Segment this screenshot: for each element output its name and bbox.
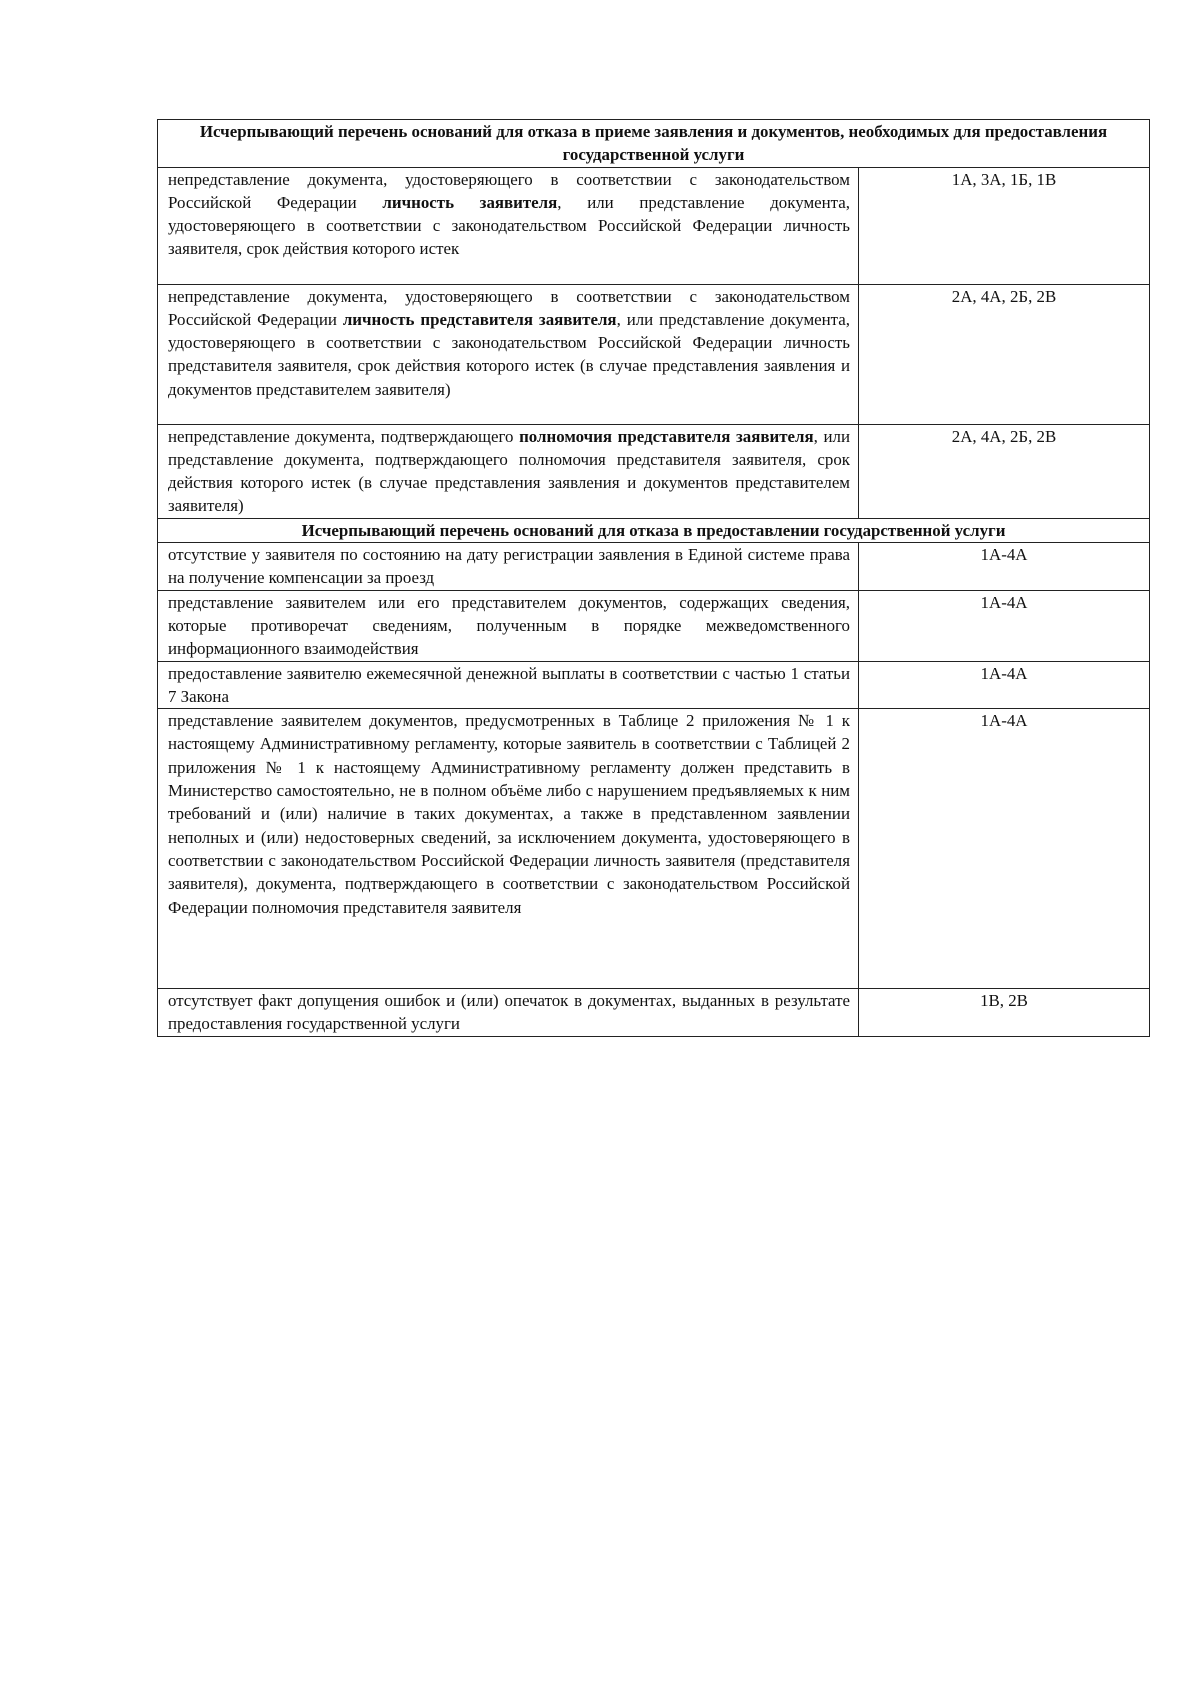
codes-cell: 1В, 2В: [859, 989, 1150, 1037]
section-title-rest: перечень оснований для отказа в приеме заявления и документов, необходимых для предоставления государственной услуги: [333, 122, 1108, 165]
codes-cell: 1А-4А: [859, 709, 1150, 989]
reason-cell: предоставление заявителю ежемесячной денежной выплаты в соответствии с частью 1 статьи 7 Закона: [158, 661, 859, 709]
table-row: [158, 709, 1150, 989]
grounds-table: [157, 119, 1150, 1037]
reason-text: , или представление документа, удостоверяющего в соответствии с законодательством Российской Федерации личность представителя заявителя, срок действия которого истек (в случае представления заявления и документов представителем заявителя): [168, 309, 850, 399]
reason-text: непредставление документа, подтверждающего: [168, 426, 520, 446]
reason-cell: отсутствие у заявителя по состоянию на дату регистрации заявления в Единой системе права на получение компенсации за проезд: [158, 543, 859, 591]
reason-cell: представление заявителем документов, предусмотренных в Таблице 2 приложения № 1 к настоящему Административному регламенту, которые заявитель в соответствии с Таблицей 2 приложения № 1 к настоящему Административному регламенту должен представить в Министерство самостоятельно, не в полном объёме либо с нарушением предъявляемых к ним требований и (или) наличие в таких документах, а также в представленном заявлении неполных и (или) недостоверных сведений, за исключением документа, удостоверяющего в соответствии с законодательством Российской Федерации личность заявителя (представителя заявителя), документа, подтверждающего в соответствии с законодательством Российской Федерации полномочия представителя заявителя: [158, 709, 859, 989]
reason-cell: [158, 424, 859, 518]
reason-text: непредставление документа, удостоверяющего в соответствии с законодательством Российской Федерации: [168, 286, 850, 329]
section-header-row: [158, 120, 1150, 168]
table-row: [158, 543, 1150, 591]
reason-cell: [158, 167, 859, 284]
reason-text: , или представление документа, удостоверяющего в соответствии с законодательством Российской Федерации личность заявителя, срок действия которого истек: [168, 192, 850, 259]
reason-text: , или представление документа, подтверждающего полномочия представителя заявителя, срок действия которого истек (в случае представления заявления и документов представителем заявителя): [168, 426, 851, 516]
codes-cell: 1А, 3А, 1Б, 1В: [859, 167, 1150, 284]
codes-cell: 1А-4А: [859, 661, 1150, 709]
table-row: [158, 661, 1150, 709]
table-row: [158, 167, 1150, 284]
table-row: [158, 989, 1150, 1037]
reason-cell: [158, 284, 859, 424]
section-title-bold: Исчерпывающий: [199, 122, 334, 141]
reason-text: непредставление документа, удостоверяющего в соответствии с законодательством Российской Федерации: [168, 169, 850, 212]
codes-cell: 2А, 4А, 2Б, 2В: [859, 284, 1150, 424]
codes-cell: 1А-4А: [859, 543, 1150, 591]
reason-cell: отсутствует факт допущения ошибок и (или) опечаток в документах, выданных в результате предоставления государственной услуги: [158, 989, 859, 1037]
reason-bold-text: личность представителя заявителя: [342, 309, 617, 329]
section-title: Исчерпывающий перечень оснований для отказа в предоставлении государственной услуги: [158, 518, 1150, 542]
table-row: [158, 424, 1150, 518]
table-row: [158, 284, 1150, 424]
reason-bold-text: полномочия представителя заявителя: [519, 426, 814, 446]
section-header-row: [158, 518, 1150, 542]
codes-cell: 1А-4А: [859, 590, 1150, 661]
codes-cell: 2А, 4А, 2Б, 2В: [859, 424, 1150, 518]
reason-cell: представление заявителем или его представителем документов, содержащих сведения, которые противоречат сведениям, полученным в порядке межведомственного информационного взаимодействия: [158, 590, 859, 661]
section-title: [158, 120, 1150, 168]
table-row: [158, 590, 1150, 661]
reason-bold-text: личность заявителя: [382, 192, 558, 212]
